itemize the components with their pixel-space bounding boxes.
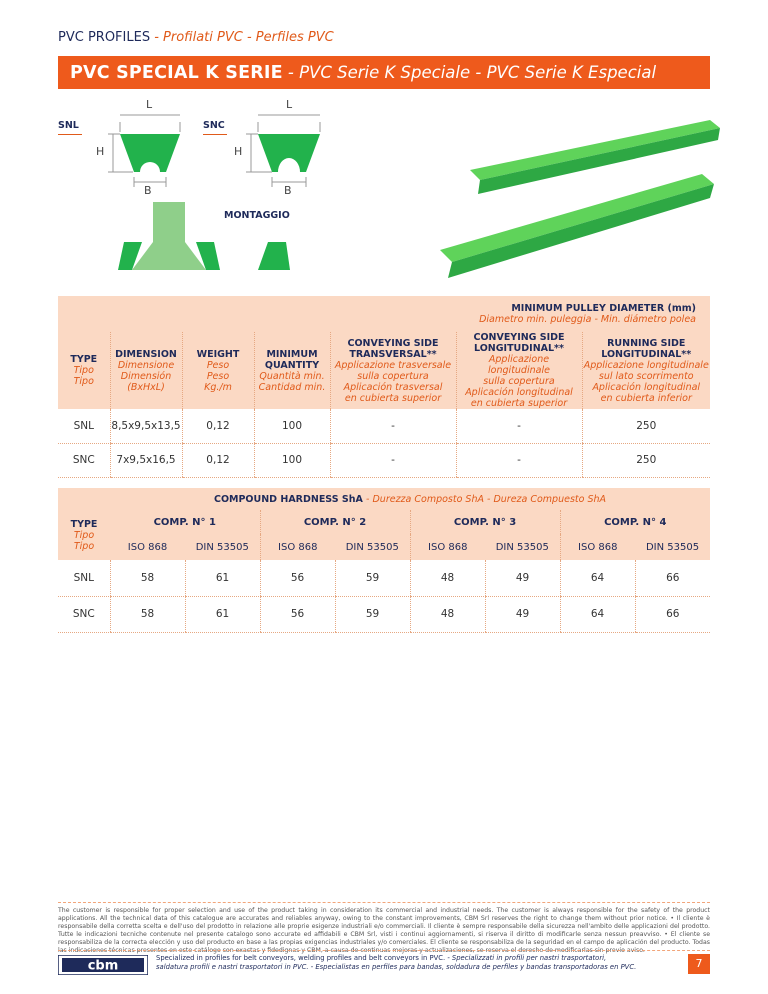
snl-profile-drawing bbox=[108, 115, 180, 187]
snc-underline bbox=[203, 134, 227, 135]
cell-transversal: - bbox=[330, 443, 456, 477]
cell-dimension: 8,5x9,5x13,5 bbox=[110, 409, 182, 443]
col-transversal-es-1: Aplicación trasversal bbox=[343, 381, 443, 393]
snl-dim-h: H bbox=[96, 145, 105, 158]
snl-underline bbox=[58, 134, 82, 135]
col-longitudinal-es-2: en cubierta superior bbox=[470, 398, 568, 409]
col-weight-header bbox=[182, 332, 254, 409]
hardness-col-type-es: Tipo bbox=[73, 540, 95, 552]
page-number: 7 bbox=[688, 954, 710, 974]
footer-text bbox=[156, 954, 636, 972]
cell-value: 49 bbox=[485, 596, 560, 632]
profile-drawings bbox=[58, 92, 458, 302]
cell-value: 58 bbox=[110, 596, 185, 632]
col-weight-unit: Kg./m bbox=[204, 381, 232, 393]
pulley-super-header: MINIMUM PULLEY DIAMETER (mm) bbox=[511, 303, 696, 314]
snc-dim-b: B bbox=[284, 184, 292, 197]
col-minqty-header bbox=[254, 332, 330, 409]
snc-profile-drawing bbox=[246, 115, 320, 187]
pulley-table-super-header-row bbox=[58, 296, 710, 332]
disclaimer-top-divider bbox=[58, 902, 710, 903]
col-running-en-1: RUNNING SIDE bbox=[607, 337, 686, 349]
hardness-super-header-row bbox=[58, 488, 710, 510]
header-subtitle: - Profilati PVC - Perfiles PVC bbox=[154, 30, 334, 45]
snl-dim-b: B bbox=[144, 184, 152, 197]
cell-value: 58 bbox=[110, 560, 185, 596]
pulley-super-header-it: Diametro min. puleggia - Min. diámetro polea bbox=[479, 314, 696, 325]
comp-2-din: DIN 53505 bbox=[345, 541, 399, 553]
cell-min-qty: 100 bbox=[254, 443, 330, 477]
disclaimer-text: The customer is responsible for proper selection and use of the product taking in consideration its commercial and industrial needs. The customer is always responsible for the safety of the product applications. All the technical data of this catalogue are accurates and reliables anyway, owing to the constant improvements, CBM Srl reserves the right to change them without prior notice. • Il cliente è responsabile della corretta scelta e dell'uso del prodotto in relazione alle proprie esigenze industriali e/o commerciali. Il cliente è sempre responsabile della sicurezza nell'ambito delle applicazioni del prodotto. Tutte le indicazioni tecniche contenute nel presente catalogo sono accurate ed affidabili e CBM Srl, visti i continui aggiornamenti, si riserva il diritto di modificarle senza nessun preavviso. • El cliente se responsabiliza de la correcta elección y uso del producto en base a las propias exigencias industriales y/o comerciales. El cliente se responsabiliza de la seguridad en el campo de aplicación del producto. Todas las indicaciones técnicas presentes en este catálogo son exactas y fidedignas y CBM, a causa de continuas mejoras y actualizaciones, se reserva el derecho de modificarlas sin previo aviso. bbox=[58, 907, 710, 954]
col-weight-es: Peso bbox=[206, 370, 230, 382]
header-title: PVC PROFILES bbox=[58, 30, 151, 45]
col-transversal-it-2: sulla copertura bbox=[357, 370, 429, 382]
cell-value: 59 bbox=[335, 560, 410, 596]
disclaimer-bottom-divider bbox=[58, 950, 710, 951]
pulley-table-header-row bbox=[58, 332, 710, 409]
cell-longitudinal: - bbox=[456, 409, 582, 443]
col-longitudinal-en-1: CONVEYING SIDE bbox=[473, 332, 565, 343]
col-dimension-es: Dimensión bbox=[120, 370, 172, 382]
col-minqty-en-1: MINIMUM bbox=[266, 348, 318, 360]
cell-value: 64 bbox=[560, 596, 635, 632]
col-transversal-es-2: en cubierta superior bbox=[344, 392, 442, 404]
col-minqty-es: Cantidad min. bbox=[258, 381, 326, 393]
cell-type: SNL bbox=[58, 560, 110, 596]
pulley-diameter-table bbox=[58, 296, 710, 478]
cell-weight: 0,12 bbox=[182, 443, 254, 477]
hardness-col-type-en: TYPE bbox=[70, 518, 98, 530]
col-running-es-1: Aplicación longitudinal bbox=[592, 381, 701, 393]
col-dimension-header bbox=[110, 332, 182, 409]
banner-title: PVC SPECIAL K SERIE bbox=[70, 62, 283, 83]
hardness-super-header: COMPOUND HARDNESS ShA bbox=[213, 493, 363, 505]
col-weight-it: Peso bbox=[206, 359, 230, 371]
col-running-en-2: LONGITUDINAL** bbox=[601, 348, 692, 360]
cell-min-qty: 100 bbox=[254, 409, 330, 443]
col-type-es: Tipo bbox=[73, 376, 94, 387]
cell-value: 56 bbox=[260, 596, 335, 632]
product-photo-svg bbox=[440, 110, 730, 320]
table-row bbox=[58, 596, 710, 632]
col-type-en: TYPE bbox=[70, 354, 98, 365]
snl-dim-l: L bbox=[146, 98, 153, 111]
cell-running: 250 bbox=[582, 443, 710, 477]
col-transversal-it-1: Applicazione trasversale bbox=[334, 359, 452, 371]
col-dimension-unit: (BxHxL) bbox=[127, 381, 165, 393]
table-row bbox=[58, 443, 710, 477]
compound-hardness-table bbox=[58, 488, 710, 633]
comp-3-iso: ISO 868 bbox=[410, 534, 485, 560]
col-running-es-2: en cubierta inferior bbox=[600, 392, 692, 404]
cell-weight: 0,12 bbox=[182, 409, 254, 443]
snl-label: SNL bbox=[58, 120, 79, 131]
col-longitudinal-es-1: Aplicación longitudinal bbox=[465, 387, 573, 398]
hardness-super-header-it: - Durezza Composto ShA - Dureza Compuesto ShA bbox=[366, 493, 607, 505]
hardness-std-header-row bbox=[58, 534, 710, 560]
banner-subtitle: - PVC Serie K Speciale - PVC Serie K Especial bbox=[287, 63, 657, 82]
cell-type: SNL bbox=[58, 409, 110, 443]
comp-1-din: DIN 53505 bbox=[195, 541, 249, 553]
cell-value: 66 bbox=[635, 560, 710, 596]
cell-longitudinal: - bbox=[456, 443, 582, 477]
cell-type: SNC bbox=[58, 443, 110, 477]
comp-2-header: COMP. N° 2 bbox=[260, 510, 410, 534]
cell-dimension: 7x9,5x16,5 bbox=[110, 443, 182, 477]
cell-value: 48 bbox=[410, 560, 485, 596]
cell-transversal: - bbox=[330, 409, 456, 443]
col-weight-en: WEIGHT bbox=[196, 348, 240, 360]
profile-drawings-svg bbox=[58, 92, 458, 302]
product-photo bbox=[440, 110, 730, 320]
comp-2-iso: ISO 868 bbox=[260, 534, 335, 560]
cell-value: 48 bbox=[410, 596, 485, 632]
hardness-col-type-header bbox=[58, 510, 110, 560]
col-transversal-en-1: CONVEYING SIDE bbox=[347, 337, 439, 349]
cell-value: 56 bbox=[260, 560, 335, 596]
cell-value: 49 bbox=[485, 560, 560, 596]
col-transversal-en-2: TRANSVERSAL** bbox=[349, 348, 437, 360]
cell-value: 59 bbox=[335, 596, 410, 632]
col-longitudinal-it-2: sulla copertura bbox=[483, 376, 555, 387]
col-running-it-2: sul lato scorrimento bbox=[598, 370, 694, 382]
hardness-col-type-it: Tipo bbox=[73, 529, 95, 541]
comp-1-header: COMP. N° 1 bbox=[153, 516, 216, 528]
cbm-logo-svg bbox=[58, 955, 148, 975]
col-longitudinal-header bbox=[456, 332, 582, 409]
page-header bbox=[58, 30, 334, 45]
cell-value: 66 bbox=[635, 596, 710, 632]
col-running-header bbox=[582, 332, 710, 409]
cell-value: 64 bbox=[560, 560, 635, 596]
comp-4-din: DIN 53505 bbox=[645, 541, 700, 553]
footer-line1: Specialized in profiles for belt conveyors, welding profiles and belt conveyors in PVC. bbox=[156, 954, 446, 962]
col-longitudinal-en-2: LONGITUDINAL** bbox=[474, 343, 564, 354]
col-transversal-header bbox=[330, 332, 456, 409]
mounting-label: MONTAGGIO bbox=[224, 210, 290, 221]
cbm-logo bbox=[58, 955, 148, 975]
snc-dim-l: L bbox=[286, 98, 293, 111]
cell-running: 250 bbox=[582, 409, 710, 443]
cell-value: 61 bbox=[185, 560, 260, 596]
footer-line2: saldatura profili e nastri trasportatori in PVC. - Especialistas en perfiles para bandas, soldadura de perfiles y bandas transportadoras en PVC. bbox=[156, 963, 637, 971]
col-minqty-en-2: QUANTITY bbox=[264, 359, 320, 371]
comp-4-header: COMP. N° 4 bbox=[560, 510, 710, 534]
comp-3-din: DIN 53505 bbox=[495, 541, 549, 553]
col-dimension-en: DIMENSION bbox=[115, 348, 177, 360]
comp-4-iso: ISO 868 bbox=[560, 534, 635, 560]
snc-dim-h: H bbox=[234, 145, 243, 158]
table-row bbox=[58, 560, 710, 596]
col-dimension-it: Dimensione bbox=[117, 359, 175, 371]
comp-3-header: COMP. N° 3 bbox=[410, 510, 560, 534]
pulley-super-header-cell bbox=[330, 296, 710, 332]
snc-label: SNC bbox=[203, 120, 225, 131]
section-banner bbox=[58, 56, 710, 89]
col-type-header bbox=[58, 332, 110, 409]
col-running-it-1: Applicazione longitudinale bbox=[583, 359, 709, 371]
col-type-it: Tipo bbox=[73, 365, 94, 376]
col-longitudinal-it-1: Applicazione longitudinale bbox=[488, 354, 550, 376]
footer-line1-it: - Specializzati in profili per nastri trasportatori, bbox=[447, 954, 607, 962]
hardness-comp-header-row bbox=[58, 510, 710, 534]
col-minqty-it: Quantità min. bbox=[259, 370, 325, 382]
cbm-logo-text: cbm bbox=[87, 958, 119, 974]
table-row bbox=[58, 409, 710, 443]
cell-type: SNC bbox=[58, 596, 110, 632]
hardness-super-header-cell bbox=[110, 488, 710, 510]
comp-1-iso: ISO 868 bbox=[127, 541, 168, 553]
cell-value: 61 bbox=[185, 596, 260, 632]
